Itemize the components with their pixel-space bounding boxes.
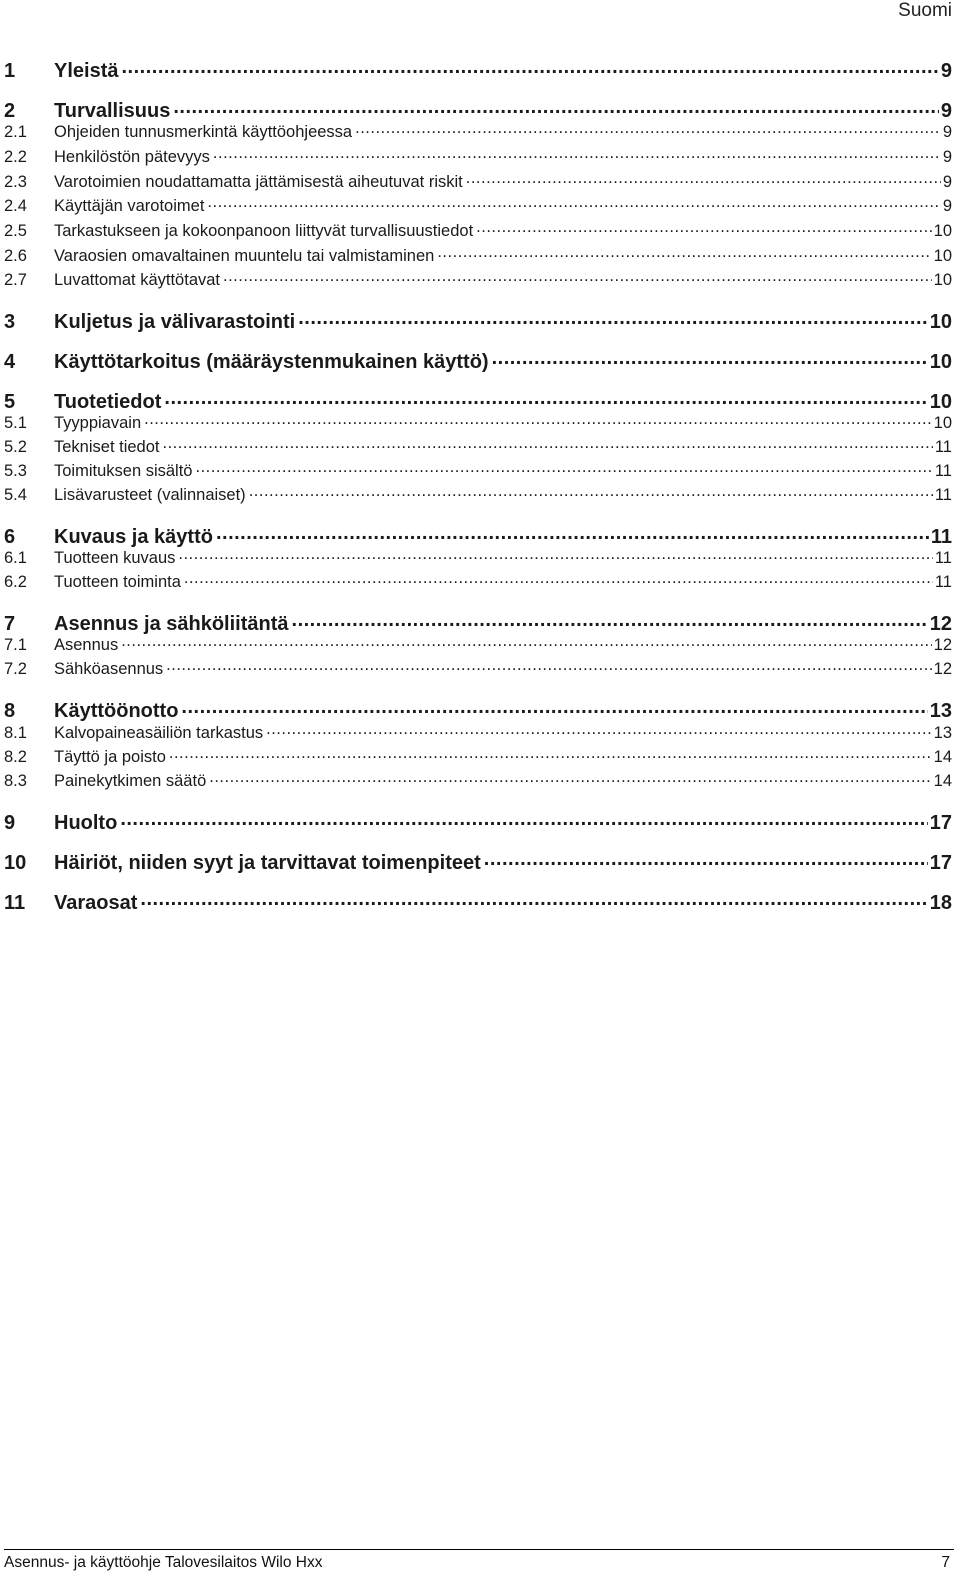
toc-entry-title: Asennus: [54, 635, 119, 654]
toc-entry-number: 7.2: [4, 659, 27, 678]
toc-dot-leader: [213, 145, 941, 162]
toc-entry-number: 9: [4, 812, 16, 834]
toc-entry[interactable]: [4, 769, 952, 791]
toc-dot-leader: [173, 97, 939, 117]
toc-entry-page: 17: [929, 852, 952, 874]
toc-entry-number: 8.2: [4, 747, 27, 766]
toc-dot-leader: [169, 745, 932, 762]
toc-entry-number: 3: [4, 311, 16, 333]
toc-entry-title: Käyttötarkoitus (määräystenmukainen käyttö): [54, 351, 489, 373]
toc-dot-leader: [249, 483, 933, 500]
toc-entry-number: 5: [4, 391, 16, 413]
toc-entry[interactable]: [4, 435, 952, 457]
language-label: Suomi: [898, 0, 952, 21]
toc-entry[interactable]: [4, 849, 952, 875]
toc-entry-number: 6: [4, 526, 16, 548]
toc-dot-leader: [292, 610, 928, 630]
toc-dot-leader: [181, 697, 927, 717]
toc-entry[interactable]: [4, 483, 952, 505]
footer-document-title: Asennus- ja käyttöohje Talovesilaitos Wilo Hxx: [4, 1554, 323, 1571]
toc-entry-title: Huolto: [54, 812, 118, 834]
toc-dot-leader: [195, 459, 932, 476]
toc-entry-page: 10: [929, 391, 952, 413]
toc-entry-number: 7.1: [4, 635, 27, 654]
toc-entry-page: 11: [934, 485, 952, 504]
toc-entry-title: Varotoimien noudattamatta jättämisestä aiheutuvat riskit: [54, 172, 463, 191]
toc-dot-leader: [178, 546, 932, 563]
toc-entry-title: Tyyppiavain: [54, 413, 142, 432]
toc-entry-page: 10: [933, 246, 952, 265]
toc-dot-leader: [120, 809, 927, 829]
toc-entry-title: Henkilöstön pätevyys: [54, 147, 210, 166]
toc-entry[interactable]: [4, 633, 952, 655]
toc-entry-page: 10: [933, 270, 952, 289]
toc-entry-page: 10: [929, 351, 952, 373]
toc-entry-page: 13: [933, 723, 952, 742]
toc-entry-number: 8: [4, 700, 16, 722]
toc-entry-title: Varaosien omavaltainen muuntelu tai valmistaminen: [54, 246, 435, 265]
toc-entry-number: 5.3: [4, 461, 27, 480]
toc-entry-title: Sähköasennus: [54, 659, 164, 678]
toc-entry-title: Ohjeiden tunnusmerkintä käyttöohjeessa: [54, 122, 353, 141]
toc-entry-page: 12: [929, 613, 952, 635]
toc-entry-page: 18: [929, 892, 952, 914]
toc-dot-leader: [144, 411, 932, 428]
toc-entry-page: 9: [940, 100, 952, 122]
toc-entry-title: Häiriöt, niiden syyt ja tarvittavat toimenpiteet: [54, 852, 481, 874]
toc-entry-title: Käyttäjän varotoimet: [54, 196, 205, 215]
toc-entry-number: 2: [4, 100, 16, 122]
toc-entry[interactable]: [4, 459, 952, 481]
toc-dot-leader: [164, 388, 927, 408]
toc-entry[interactable]: [4, 411, 952, 433]
toc-entry-number: 6.2: [4, 572, 27, 591]
toc-entry[interactable]: [4, 745, 952, 767]
toc-entry-number: 2.7: [4, 270, 27, 289]
toc-entry-number: 2.6: [4, 246, 27, 265]
toc-entry-title: Kuljetus ja välivarastointi: [54, 311, 296, 333]
toc-dot-leader: [216, 523, 929, 543]
toc-entry-number: 8.1: [4, 723, 27, 742]
toc-dot-leader: [121, 633, 931, 650]
toc-entry-page: 11: [934, 572, 952, 591]
toc-entry-title: Lisävarusteet (valinnaiset): [54, 485, 246, 504]
toc-dot-leader: [209, 769, 931, 786]
toc-dot-leader: [162, 435, 932, 452]
toc-entry[interactable]: [4, 120, 952, 142]
toc-dot-leader: [484, 849, 928, 869]
toc-entry-number: 2.2: [4, 147, 27, 166]
toc-dot-leader: [121, 57, 938, 77]
toc-entry-number: 2.4: [4, 196, 27, 215]
toc-entry-number: 2.5: [4, 221, 27, 240]
toc-entry[interactable]: [4, 145, 952, 167]
toc-entry-number: 4: [4, 351, 16, 373]
toc-dot-leader: [140, 889, 927, 909]
toc-entry-page: 11: [934, 437, 952, 456]
toc-entry-title: Varaosat: [54, 892, 138, 914]
toc-entry[interactable]: [4, 570, 952, 592]
toc-entry[interactable]: [4, 57, 952, 83]
toc-entry-page: 14: [933, 771, 952, 790]
toc-dot-leader: [166, 657, 931, 674]
toc-dot-leader: [476, 219, 931, 236]
toc-entry[interactable]: [4, 721, 952, 743]
toc-dot-leader: [207, 194, 940, 211]
toc-entry-title: Toimituksen sisältö: [54, 461, 193, 480]
toc-entry[interactable]: [4, 697, 952, 723]
toc-entry[interactable]: [4, 809, 952, 835]
toc-entry[interactable]: [4, 889, 952, 915]
toc-entry-number: 5.4: [4, 485, 27, 504]
toc-entry-page: 14: [933, 747, 952, 766]
toc-entry[interactable]: [4, 244, 952, 266]
toc-entry-page: 10: [933, 221, 952, 240]
toc-entry-number: 2.1: [4, 122, 27, 141]
toc-entry-title: Tuotteen kuvaus: [54, 548, 176, 567]
toc-dot-leader: [223, 268, 932, 285]
toc-entry-page: 11: [930, 526, 952, 548]
toc-entry-page: 9: [942, 172, 952, 191]
toc-dot-leader: [466, 170, 941, 187]
toc-entry[interactable]: [4, 219, 952, 241]
toc-entry-number: 2.3: [4, 172, 27, 191]
toc-dot-leader: [298, 308, 928, 328]
toc-entry-title: Yleistä: [54, 60, 119, 82]
toc-entry-page: 12: [933, 635, 952, 654]
toc-entry-title: Asennus ja sähköliitäntä: [54, 613, 289, 635]
toc-entry-title: Tekniset tiedot: [54, 437, 160, 456]
toc-entry[interactable]: [4, 348, 952, 374]
toc-entry[interactable]: [4, 657, 952, 679]
toc-entry-title: Täyttö ja poisto: [54, 747, 166, 766]
toc-entry-page: 9: [940, 60, 952, 82]
toc-entry-page: 9: [942, 122, 952, 141]
toc-entry-number: 8.3: [4, 771, 27, 790]
toc-entry-title: Käyttöönotto: [54, 700, 179, 722]
toc-entry-title: Kalvopaineasäiliön tarkastus: [54, 723, 264, 742]
toc-entry-title: Tuotteen toiminta: [54, 572, 181, 591]
toc-dot-leader: [492, 348, 928, 368]
toc-entry-number: 5.1: [4, 413, 27, 432]
toc-dot-leader: [184, 570, 933, 587]
toc-entry[interactable]: [4, 268, 952, 290]
toc-entry-page: 11: [934, 548, 952, 567]
toc-entry-page: 9: [942, 196, 952, 215]
toc-dot-leader: [355, 120, 941, 137]
toc-entry[interactable]: [4, 194, 952, 216]
footer-divider: [4, 1549, 954, 1550]
toc-entry-title: Tarkastukseen ja kokoonpanoon liittyvät turvallisuustiedot: [54, 221, 474, 240]
toc-entry-title: Tuotetiedot: [54, 391, 162, 413]
toc-entry-page: 17: [929, 812, 952, 834]
toc-entry-page: 10: [933, 413, 952, 432]
toc-entry-page: 10: [929, 311, 952, 333]
toc-entry-title: Kuvaus ja käyttö: [54, 526, 213, 548]
toc-entry-number: 1: [4, 60, 16, 82]
toc-dot-leader: [266, 721, 932, 738]
footer-page-number: 7: [941, 1554, 950, 1571]
toc-entry-page: 11: [934, 461, 952, 480]
toc-entry-title: Luvattomat käyttötavat: [54, 270, 221, 289]
toc-entry[interactable]: [4, 170, 952, 192]
toc-entry-number: 10: [4, 852, 27, 874]
toc-entry-number: 11: [4, 892, 26, 914]
toc-entry-number: 7: [4, 613, 16, 635]
toc-entry-page: 13: [929, 700, 952, 722]
toc-dot-leader: [437, 244, 931, 261]
toc-entry[interactable]: [4, 546, 952, 568]
toc-entry-page: 9: [942, 147, 952, 166]
toc-entry-number: 5.2: [4, 437, 27, 456]
toc-entry-title: Turvallisuus: [54, 100, 171, 122]
toc-entry-number: 6.1: [4, 548, 27, 567]
toc-entry-page: 12: [933, 659, 952, 678]
toc-entry-title: Painekytkimen säätö: [54, 771, 207, 790]
toc-entry[interactable]: [4, 308, 952, 334]
